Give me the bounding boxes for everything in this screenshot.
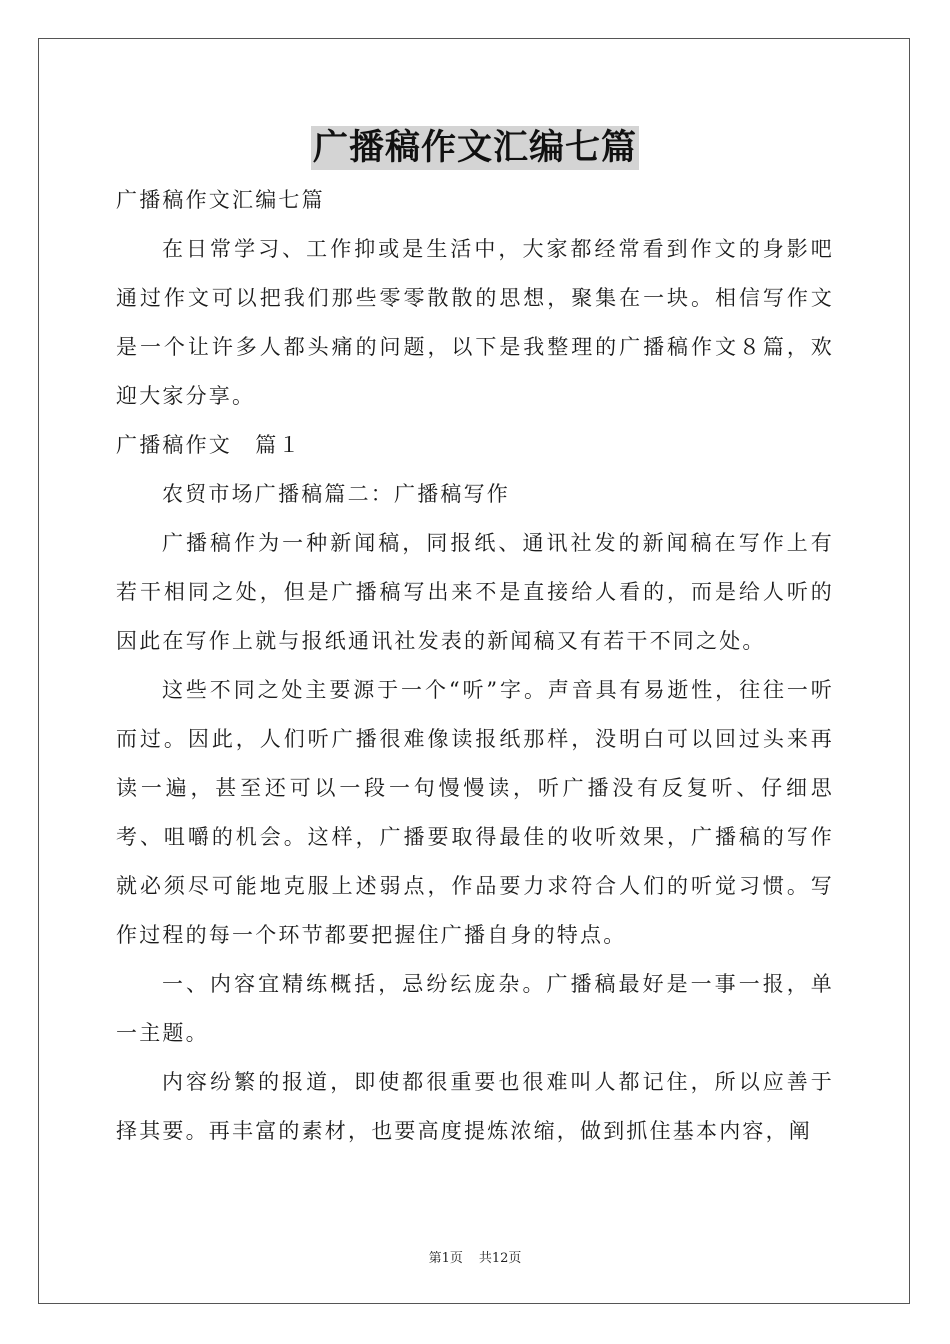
body-paragraph: 一、内容宜精练概括，忌纷纭庞杂。广播稿最好是一事一报，单一主题。 (116, 972, 834, 1045)
body-paragraph: 广播稿作为一种新闻稿，同报纸、通讯社发的新闻稿在写作上有若干相同之处，但是广播稿写出来不是直接给人看的，而是给人听的因此在写作上就与报纸通讯社发表的新闻稿又有若干不同之处。 (116, 531, 834, 653)
intro-paragraph: 在日常学习、工作抑或是生活中，大家都经常看到作文的身影吧通过作文可以把我们那些零零散散的思想，聚集在一块。相信写作文是一个让许多人都头痛的问题，以下是我整理的广播稿作文８篇，欢迎大家分享。 (116, 237, 834, 408)
title-container (0, 126, 950, 170)
page-footer (0, 1247, 950, 1266)
body-paragraph: 内容纷繁的报道，即使都很重要也很难叫人都记住，所以应善于择其要。再丰富的素材，也要高度提炼浓缩，做到抓住基本内容，阐 (116, 1070, 834, 1143)
subtitle-paragraph: 广播稿作文汇编七篇 (116, 188, 325, 212)
document-title: 广播稿作文汇编七篇 (312, 127, 637, 168)
section-heading: 广播稿作文 篇１ (116, 433, 302, 457)
document-body (116, 176, 834, 1156)
page-total: 共12页 (478, 1251, 522, 1266)
page-number: 第1页 (428, 1251, 463, 1266)
article-heading: 农贸市场广播稿篇二：广播稿写作 (162, 482, 510, 506)
body-paragraph: 这些不同之处主要源于一个“听”字。声音具有易逝性，往往一听而过。因此，人们听广播很难像读报纸那样，没明白可以回过头来再读一遍，甚至还可以一段一句慢慢读，听广播没有反复听、仔细思考、咀嚼的机会。这样，广播要取得最佳的收听效果，广播稿的写作就必须尽可能地克服上述弱点，作品要力求符合人们的听觉习惯。写作过程的每一个环节都要把握住广播自身的特点。 (116, 678, 834, 947)
